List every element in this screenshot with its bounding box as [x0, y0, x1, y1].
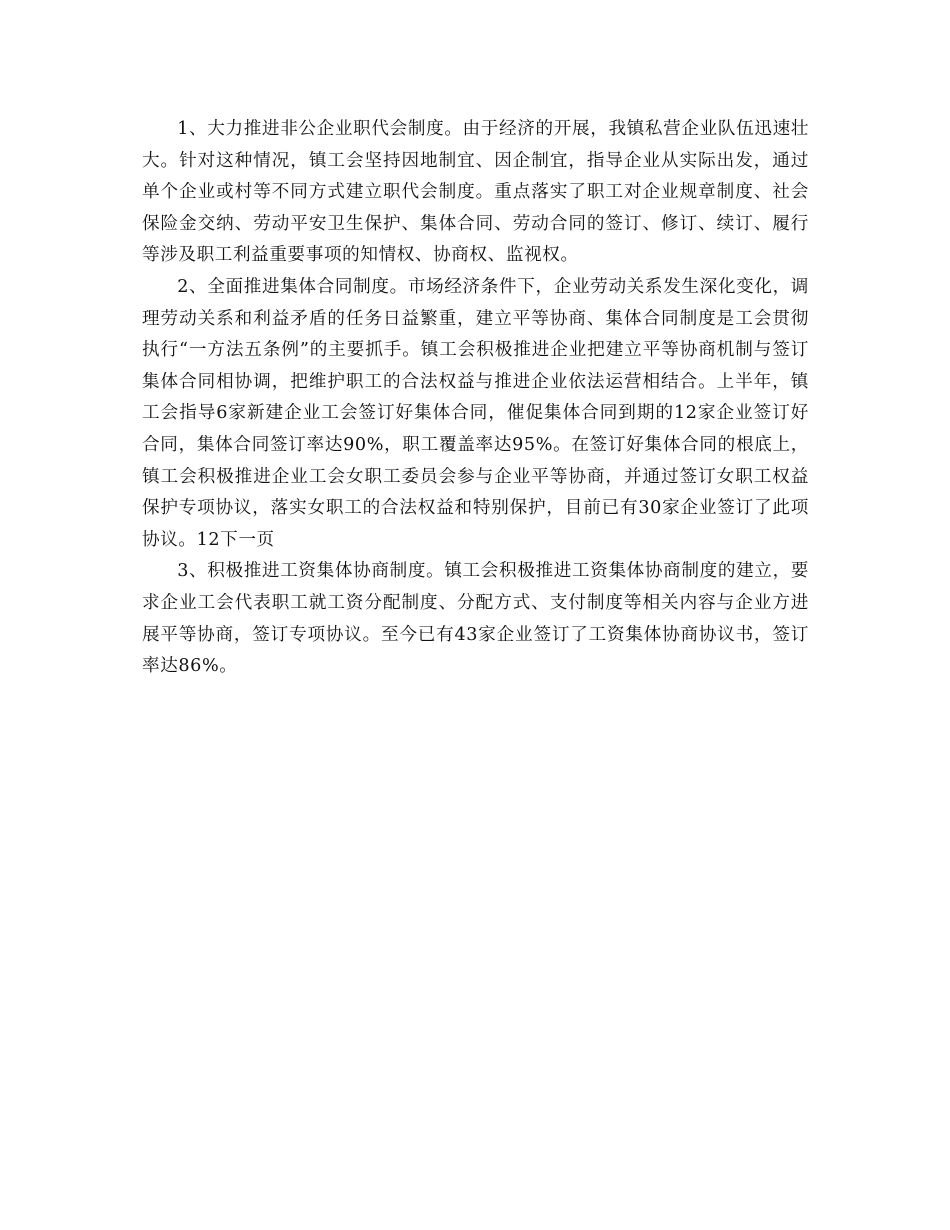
document-body: [142, 114, 809, 683]
paragraph-3: 3、积极推进工资集体协商制度。镇工会积极推进工资集体协商制度的建立，要求企业工会代表职工就工资分配制度、分配方式、支付制度等相关内容与企业方进展平等协商，签订专项协议。至今已有43家企业签订了工资集体协商协议书，签订率达86%。: [142, 561, 809, 677]
paragraph-1: 1、大力推进非公企业职代会制度。由于经济的开展，我镇私营企业队伍迅速壮大。针对这种情况，镇工会坚持因地制宜、因企制宜，指导企业从实际出发，通过单个企业或村等不同方式建立职代会制度。重点落实了职工对企业规章制度、社会保险金交纳、劳动平安卫生保护、集体合同、劳动合同的签订、修订、续订、履行等涉及职工利益重要事项的知情权、协商权、监视权。: [142, 119, 809, 266]
paragraph-2: 2、全面推进集体合同制度。市场经济条件下，企业劳动关系发生深化变化，调理劳动关系和利益矛盾的任务日益繁重，建立平等协商、集体合同制度是工会贯彻执行“一方法五条例”的主要抓手。镇工会积极推进企业把建立平等协商机制与签订集体合同相协调，把维护职工的合法权益与推进企业依法运营相结合。上半年，镇工会指导6家新建企业工会签订好集体合同，催促集体合同到期的12家企业签订好合同，集体合同签订率达90%，职工覆盖率达95%。在签订好集体合同的根底上，镇工会积极推进企业工会女职工委员会参与企业平等协商，并通过签订女职工权益保护专项协议，落实女职工的合法权益和特别保护，目前已有30家企业签订了此项协议。12下一页: [142, 276, 809, 550]
